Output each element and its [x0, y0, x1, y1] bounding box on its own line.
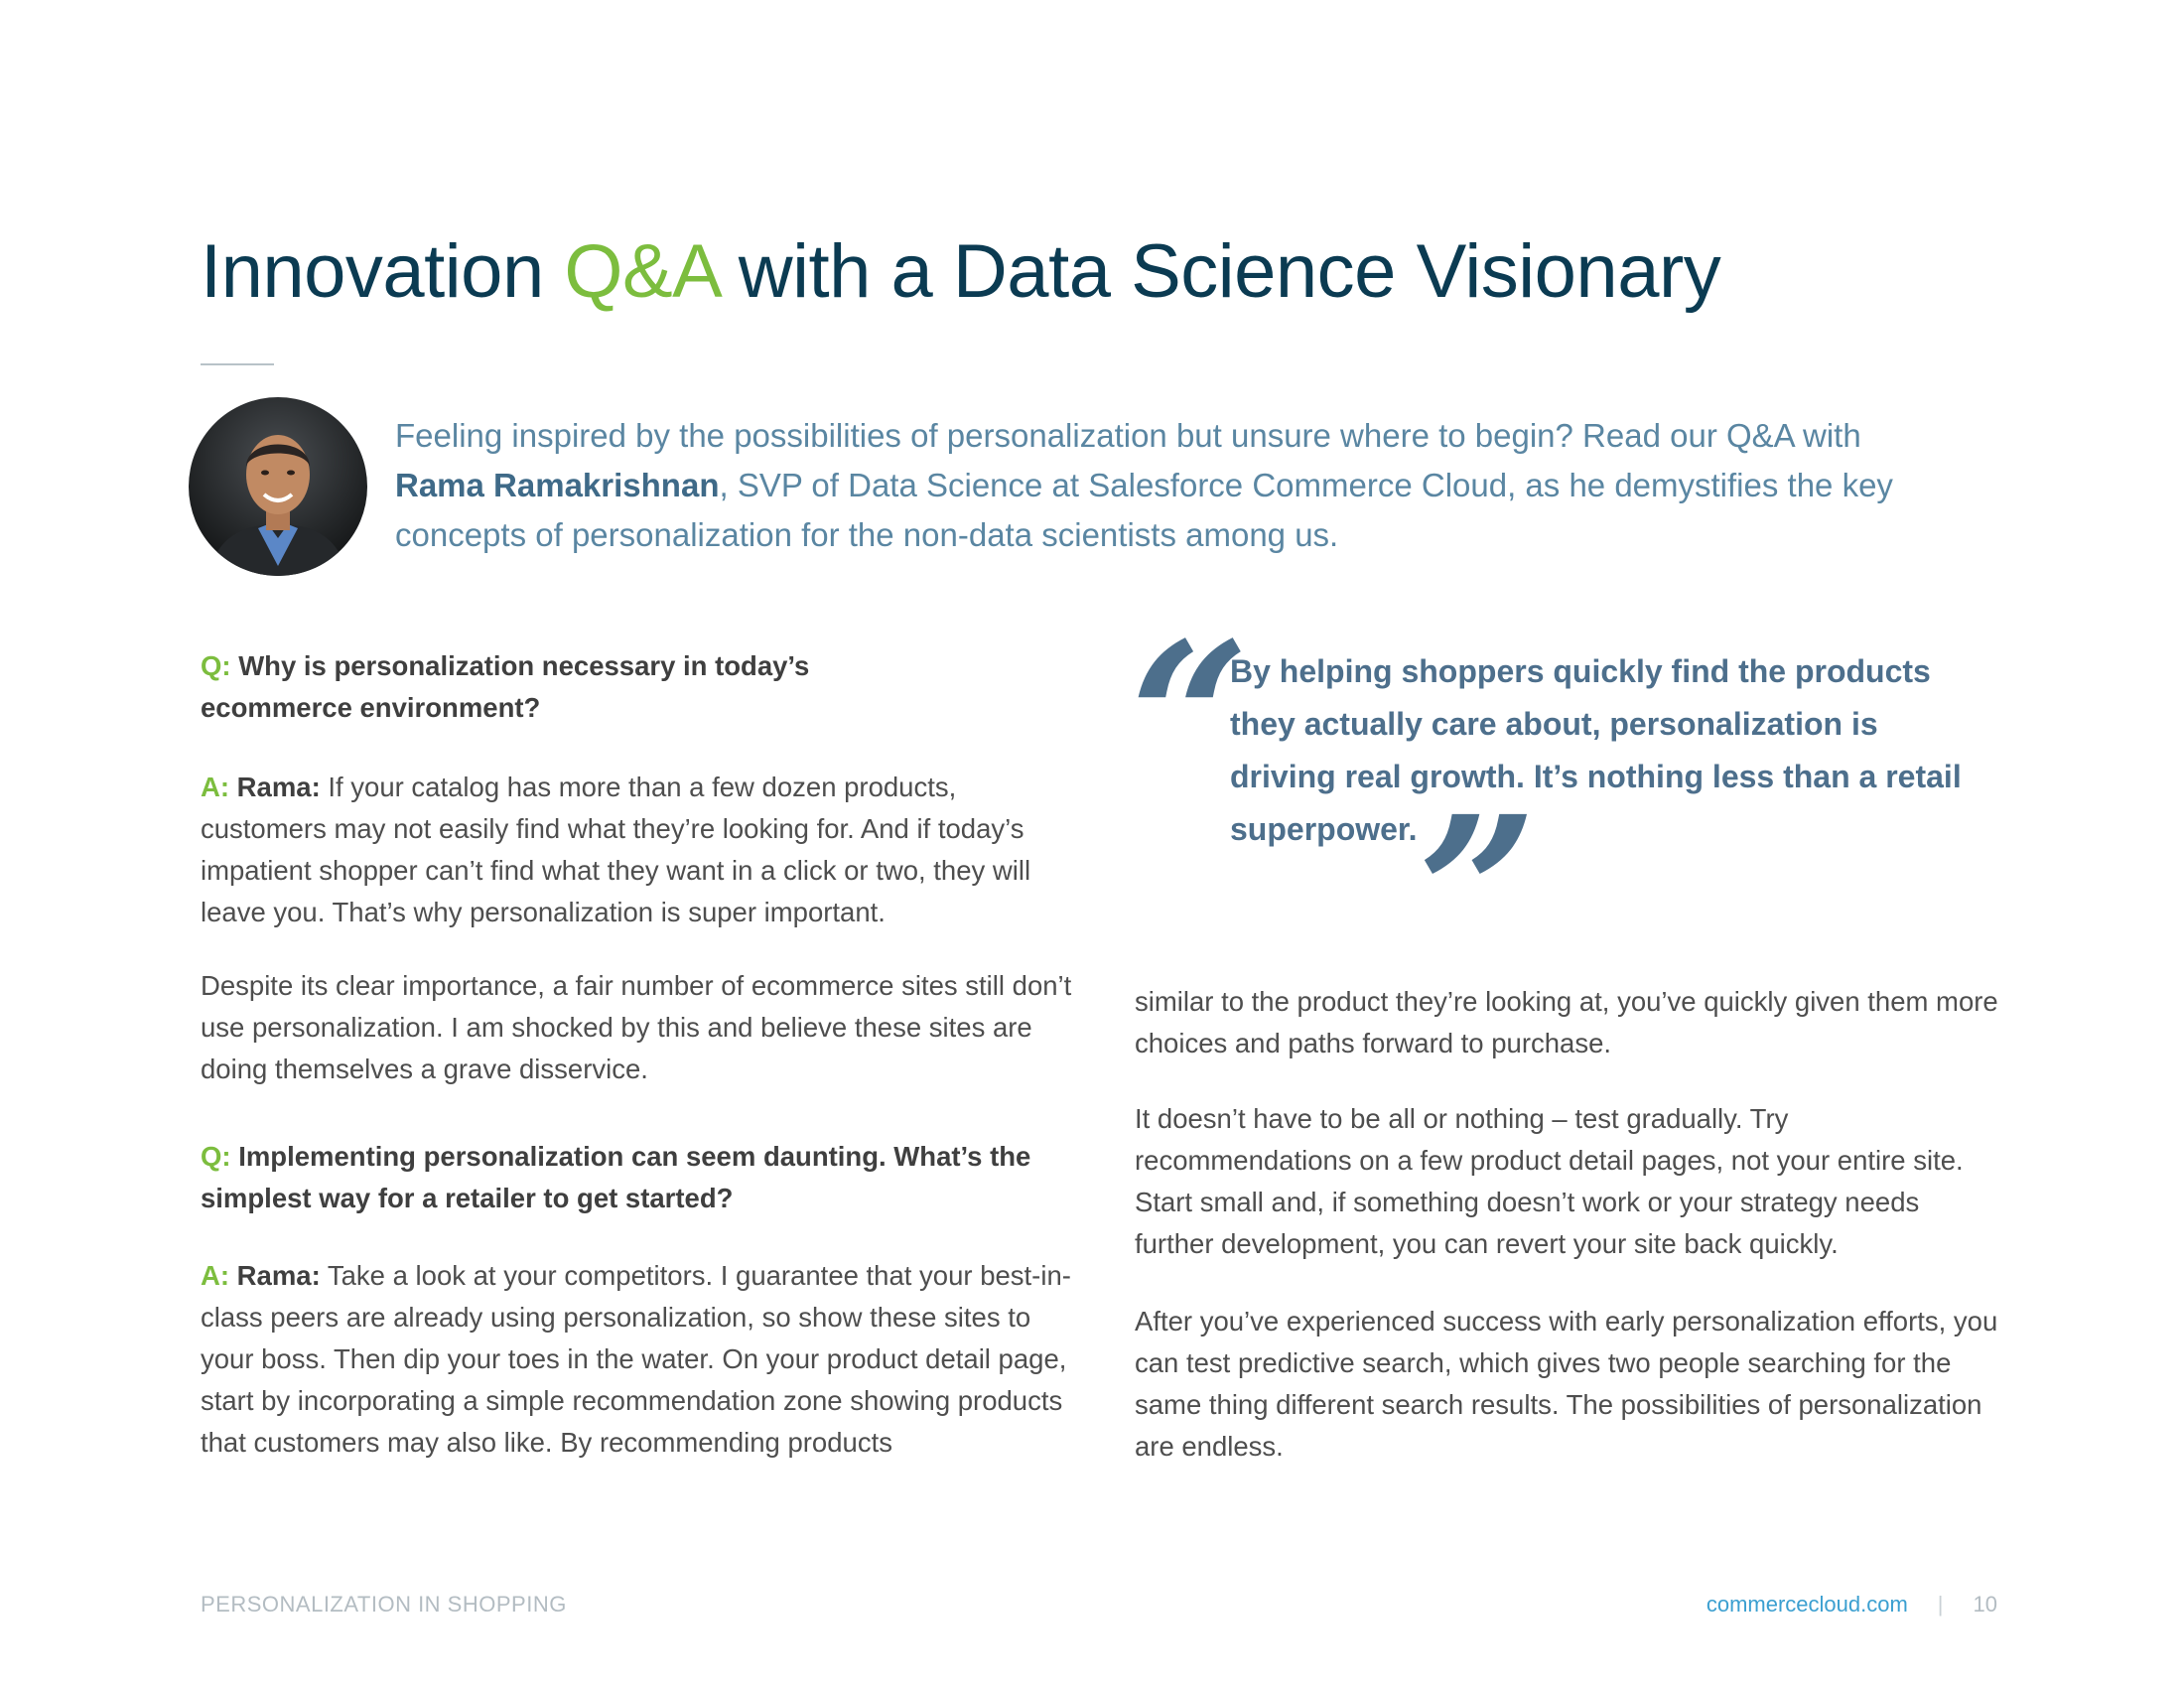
intro-paragraph: [395, 411, 1904, 560]
a1-speaker: Rama:: [236, 772, 321, 802]
right-paragraph-3: After you’ve experienced success with early personalization efforts, you can test predictive search, which gives two people searching for the same thing different search results. The possibilities of personalization are endless.: [1135, 1306, 1998, 1462]
a1-text: If your catalog has more than a few dozen products, customers may not easily find what they’re looking for. And if today’s impatient shopper can’t find what they want in a click or two, they will leave you. That’s why personalization is super important.: [201, 772, 1031, 927]
a2-speaker: Rama:: [236, 1260, 321, 1291]
intro-name: Rama Ramakrishnan: [395, 467, 720, 503]
a1-label: A:: [201, 772, 230, 802]
answer-2: [201, 1255, 1074, 1464]
title-divider: [201, 363, 274, 365]
footer-url-link[interactable]: commercecloud.com: [1706, 1592, 1908, 1617]
right-paragraph-2: It doesn’t have to be all or nothing – test gradually. Try recommendations on a few product detail pages, not your entire site. Start small and, if something doesn’t work or your strategy needs further development, you can revert your site back quickly.: [1135, 1103, 1964, 1259]
q2-label: Q:: [201, 1141, 231, 1172]
close-quote-mark: ”: [1418, 771, 1538, 1016]
footer-right: [1706, 1592, 1997, 1618]
portrait-photo: [189, 397, 367, 576]
question-1: [201, 645, 895, 729]
footer-separator: |: [1937, 1592, 1944, 1617]
page-title: [201, 230, 1720, 314]
footer-section-label: PERSONALIZATION IN SHOPPING: [201, 1592, 567, 1617]
pull-quote: By helping shoppers quickly find the products they actually care about, personalization is driving real growth. It’s nothing less than a retail superpower.: [1230, 653, 1962, 847]
question-2: [201, 1136, 1074, 1219]
title-accent: Q&A: [564, 229, 719, 314]
title-part1: Innovation: [201, 229, 565, 314]
right-paragraph-1: similar to the product they’re looking at, you’ve quickly given them more choices and paths forward to purchase.: [1135, 986, 1998, 1058]
q2-text: Implementing personalization can seem daunting. What’s the simplest way for a retailer to get started?: [201, 1141, 1031, 1213]
answer-1: [201, 767, 1074, 933]
left-paragraph-2: Despite its clear importance, a fair number of ecommerce sites still don’t use personalization. I am shocked by this and believe these sites are doing themselves a grave disservice.: [201, 970, 1072, 1084]
intro-before: Feeling inspired by the possibilities of personalization but unsure where to begin? Read our Q&A with: [395, 417, 1861, 454]
left-column: [201, 645, 1074, 1464]
page-number: 10: [1973, 1592, 1997, 1617]
right-column: [1135, 981, 2003, 1468]
title-part2: with a Data Science Visionary: [718, 229, 1721, 314]
a2-label: A:: [201, 1260, 230, 1291]
open-quote-mark: “: [1130, 597, 1250, 842]
intro-after: , SVP of Data Science at Salesforce Commerce Cloud, as he demystifies the key concepts of personalization for the non-data scientists among us.: [395, 467, 1893, 553]
a2-text: Take a look at your competitors. I guarantee that your best-in-class peers are already using personalization, so show these sites to your boss. Then dip your toes in the water. On your product detail page, start by incorporating a simple recommendation zone showing products that customers may also like. By recommending products: [201, 1260, 1071, 1458]
q1-text: Why is personalization necessary in today’s ecommerce environment?: [201, 650, 810, 723]
avatar: [189, 397, 367, 576]
q1-label: Q:: [201, 650, 231, 681]
